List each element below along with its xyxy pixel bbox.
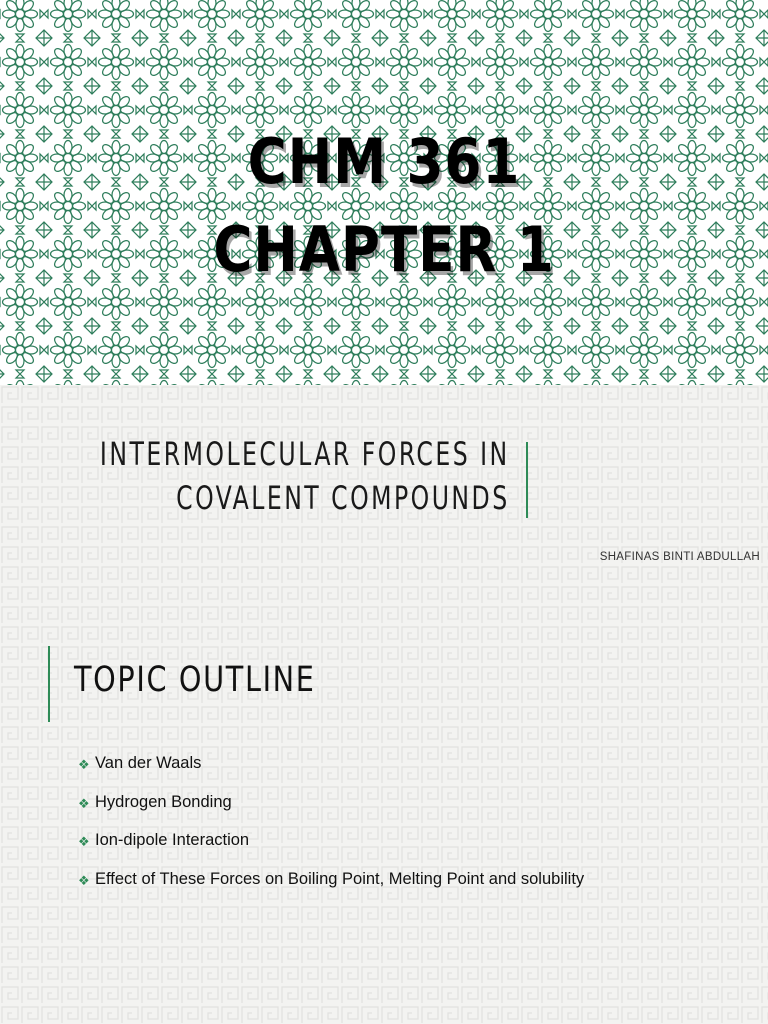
topic-label: Van der Waals [95,754,202,772]
outline-accent-rule [48,646,50,722]
subtitle-line-2: COVALENT COMPOUNDS [176,479,510,517]
four-diamond-bullet-icon: ❖ [78,757,90,772]
four-diamond-bullet-icon: ❖ [78,872,90,888]
list-item [78,793,584,832]
slide-subtitle [100,432,510,520]
four-diamond-bullet-icon: ❖ [78,834,90,849]
author-name: SHAFINAS BINTI ABDULLAH [599,551,760,563]
title-line-1: CHM 361 [247,125,521,198]
subtitle-line-1: INTERMOLECULAR FORCES IN [100,435,510,473]
topic-label: Effect of These Forces on Boiling Point, Melting Point and solubility [95,869,585,888]
topic-label: Ion-dipole Interaction [95,831,250,849]
list-item [78,870,584,909]
list-item [78,754,584,793]
topic-list [78,754,584,908]
title-line-2: CHAPTER 1 [213,213,555,286]
outline-heading: TOPIC OUTLINE [74,660,316,700]
subtitle-accent-rule [526,442,528,518]
slide-title [54,118,714,294]
topic-label: Hydrogen Bonding [95,792,232,811]
pattern-banner [0,0,768,385]
list-item [78,831,584,870]
four-diamond-bullet-icon: ❖ [78,795,90,811]
